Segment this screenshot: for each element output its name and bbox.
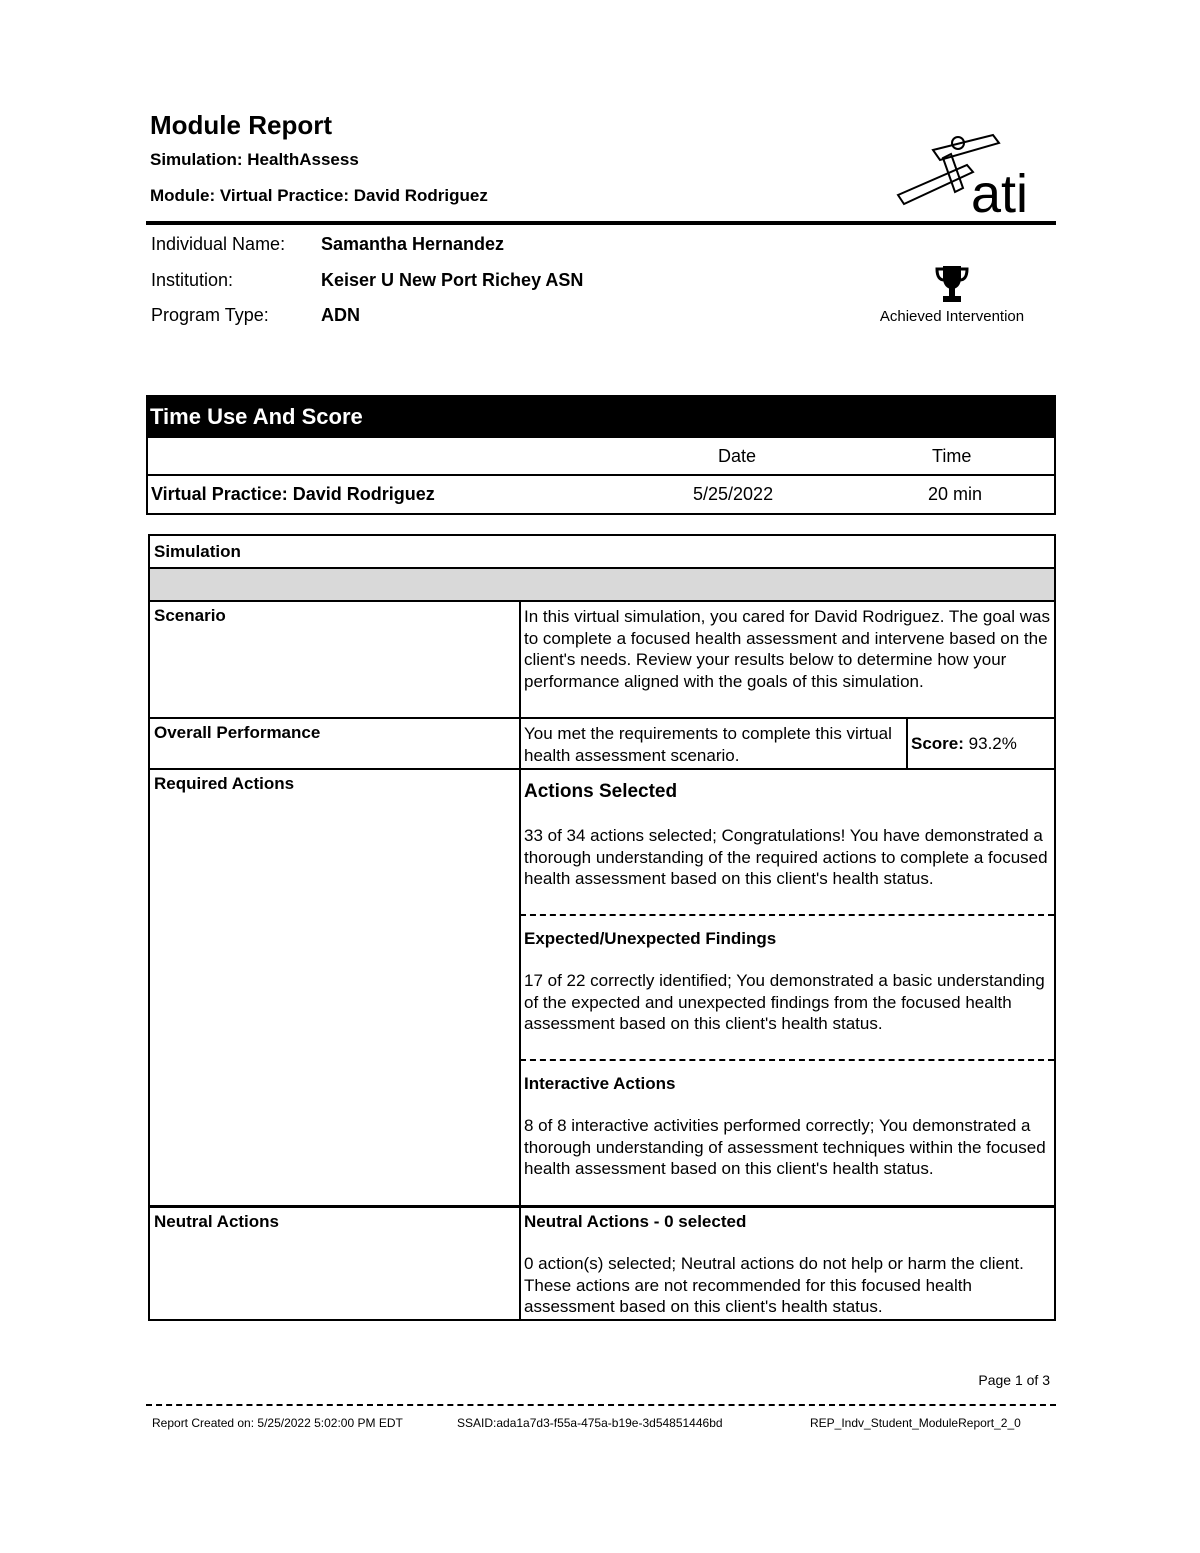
scenario-text: In this virtual simulation, you cared for David Rodriguez. The goal was to complete a focused health assessment and intervene based on the client's needs. Review your results below to determine how your performance aligned with the goals of this simulation.: [524, 607, 1050, 692]
program-label: Program Type:: [151, 305, 269, 325]
date-column-header: Date: [718, 446, 757, 466]
trophy-icon: [934, 264, 970, 304]
time-use-data-row: [146, 474, 1056, 515]
ati-logo: [895, 130, 1045, 220]
simulation-name: Simulation: HealthAssess: [150, 150, 359, 169]
divider: [150, 717, 1054, 719]
divider: [150, 600, 1054, 602]
column-divider: [519, 600, 521, 1319]
header-rule: [146, 221, 1056, 225]
ssaid: SSAID:ada1a7d3-f55a-475a-b19e-3d54851446bd: [457, 1416, 723, 1430]
simulation-table: [148, 534, 1056, 1321]
dashed-divider: [520, 1059, 1054, 1061]
findings-text: 17 of 22 correctly identified; You demonstrated a basic understanding of the expected and unexpected findings from the focused health assessment based on this client's health status.: [524, 971, 1045, 1034]
dashed-divider: [520, 914, 1054, 916]
overall-performance-label: Overall Performance: [154, 723, 321, 742]
institution-label: Institution:: [151, 270, 234, 290]
findings-heading: Expected/Unexpected Findings: [524, 929, 777, 948]
actions-selected-text: 33 of 34 actions selected; Congratulations! You have demonstrated a thorough understanding of the required actions to complete a focused health assessment based on this client's health status.: [524, 826, 1048, 889]
score-label: Score:: [911, 734, 964, 753]
date-cell: 5/25/2022: [693, 484, 774, 504]
simulation-heading: Simulation: [154, 542, 241, 561]
required-actions-label: Required Actions: [154, 774, 295, 793]
page-title: Module Report: [150, 110, 332, 140]
actions-selected-heading: Actions Selected: [524, 781, 678, 802]
scenario-label: Scenario: [154, 606, 226, 625]
time-column-header: Time: [932, 446, 972, 466]
module-cell: Virtual Practice: David Rodriguez: [151, 484, 435, 504]
program-value: ADN: [321, 305, 360, 325]
neutral-actions-heading: Neutral Actions - 0 selected: [524, 1212, 747, 1231]
score-divider: [906, 717, 908, 769]
overall-performance-text: You met the requirements to complete this virtual health assessment scenario.: [524, 724, 892, 765]
time-cell: 20 min: [928, 484, 983, 504]
grey-band: [150, 569, 1054, 600]
logo-text: ati: [971, 164, 1029, 220]
badge-label: Achieved Intervention: [879, 308, 1025, 325]
neutral-actions-label: Neutral Actions: [154, 1212, 280, 1231]
neutral-actions-text: 0 action(s) selected; Neutral actions do not help or harm the client. These actions are not recommended for this focused health assessment based on this client's health status.: [524, 1254, 1024, 1317]
page-number: Page 1 of 3: [978, 1372, 1050, 1388]
divider: [150, 768, 1054, 770]
score-cell: [911, 734, 1017, 754]
interactive-heading: Interactive Actions: [524, 1074, 676, 1093]
interactive-text: 8 of 8 interactive activities performed correctly; You demonstrated a thorough understanding of assessment techniques within the focused health assessment based on this client's health status.: [524, 1116, 1046, 1179]
name-label: Individual Name:: [151, 234, 286, 254]
report-id: REP_Indv_Student_ModuleReport_2_0: [810, 1416, 1021, 1430]
logo-stroke-right: [933, 135, 999, 160]
score-value: 93.2%: [968, 734, 1017, 753]
logo-body: [943, 154, 963, 192]
time-use-header-row: [146, 436, 1056, 476]
institution-value: Keiser U New Port Richey ASN: [321, 270, 584, 290]
report-created: Report Created on: 5/25/2022 5:02:00 PM EDT: [152, 1416, 403, 1430]
divider: [150, 1205, 1054, 1208]
footer-divider: [146, 1404, 1056, 1406]
time-use-heading: Time Use And Score: [146, 395, 1056, 438]
module-name: Module: Virtual Practice: David Rodriguez: [150, 186, 488, 205]
name-value: Samantha Hernandez: [321, 234, 505, 254]
